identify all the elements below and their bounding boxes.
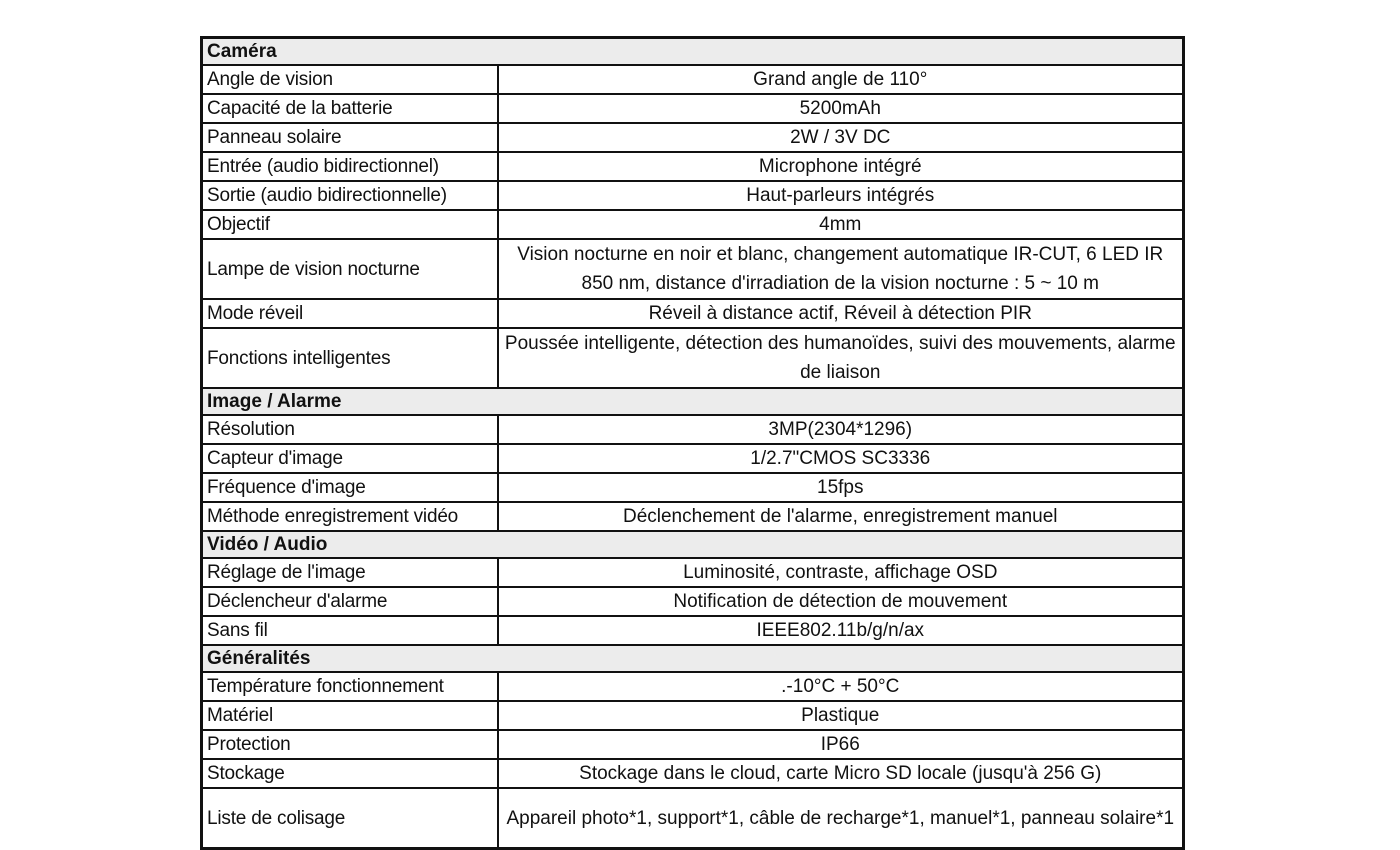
spec-value: Poussée intelligente, détection des humanoïdes, suivi des mouvements, alarme de liaison (498, 328, 1184, 388)
table-row (202, 65, 1184, 94)
table-row (202, 558, 1184, 587)
spec-value: Microphone intégré (498, 152, 1184, 181)
spec-label: Lampe de vision nocturne (202, 239, 498, 299)
spec-value: 4mm (498, 210, 1184, 239)
table-row (202, 152, 1184, 181)
spec-label: Déclencheur d'alarme (202, 587, 498, 616)
spec-value: Appareil photo*1, support*1, câble de recharge*1, manuel*1, panneau solaire*1 (498, 788, 1184, 849)
spec-value: 3MP(2304*1296) (498, 415, 1184, 444)
section-title: Image / Alarme (202, 388, 1184, 415)
spec-label: Entrée (audio bidirectionnel) (202, 152, 498, 181)
spec-label: Méthode enregistrement vidéo (202, 502, 498, 531)
spec-label: Température fonctionnement (202, 672, 498, 701)
section-header-camera (202, 38, 1184, 66)
table-row (202, 616, 1184, 645)
spec-value: Grand angle de 110° (498, 65, 1184, 94)
spec-value: Vision nocturne en noir et blanc, changement automatique IR-CUT, 6 LED IR 850 nm, distance d'irradiation de la vision nocturne : 5 ~ 10 m (498, 239, 1184, 299)
spec-label: Résolution (202, 415, 498, 444)
table-row (202, 210, 1184, 239)
spec-value: Notification de détection de mouvement (498, 587, 1184, 616)
spec-value: 15fps (498, 473, 1184, 502)
spec-value: IEEE802.11b/g/n/ax (498, 616, 1184, 645)
table-row (202, 473, 1184, 502)
table-row (202, 788, 1184, 849)
table-row (202, 502, 1184, 531)
table-row (202, 730, 1184, 759)
spec-label: Objectif (202, 210, 498, 239)
spec-label: Matériel (202, 701, 498, 730)
spec-value: Haut-parleurs intégrés (498, 181, 1184, 210)
table-row (202, 94, 1184, 123)
section-title: Caméra (202, 38, 1184, 66)
spec-value: IP66 (498, 730, 1184, 759)
spec-value: 5200mAh (498, 94, 1184, 123)
spec-value: Déclenchement de l'alarme, enregistrement manuel (498, 502, 1184, 531)
table-row (202, 181, 1184, 210)
spec-value: Luminosité, contraste, affichage OSD (498, 558, 1184, 587)
spec-label: Capacité de la batterie (202, 94, 498, 123)
spec-value: Plastique (498, 701, 1184, 730)
table-row (202, 415, 1184, 444)
section-header-generalites (202, 645, 1184, 672)
section-header-video-audio (202, 531, 1184, 558)
section-header-image-alarme (202, 388, 1184, 415)
spec-label: Sans fil (202, 616, 498, 645)
table-row (202, 299, 1184, 328)
spec-label: Protection (202, 730, 498, 759)
table-row (202, 672, 1184, 701)
table-row (202, 123, 1184, 152)
spec-label: Fonctions intelligentes (202, 328, 498, 388)
spec-label: Mode réveil (202, 299, 498, 328)
spec-label: Stockage (202, 759, 498, 788)
spec-table (200, 36, 1185, 850)
spec-value: 1/2.7"CMOS SC3336 (498, 444, 1184, 473)
table-row (202, 328, 1184, 388)
spec-label: Fréquence d'image (202, 473, 498, 502)
table-row (202, 587, 1184, 616)
table-row (202, 444, 1184, 473)
section-title: Vidéo / Audio (202, 531, 1184, 558)
spec-value: Réveil à distance actif, Réveil à détection PIR (498, 299, 1184, 328)
spec-value: .-10°C + 50°C (498, 672, 1184, 701)
spec-label: Capteur d'image (202, 444, 498, 473)
section-title: Généralités (202, 645, 1184, 672)
spec-value: 2W / 3V DC (498, 123, 1184, 152)
spec-label: Liste de colisage (202, 788, 498, 849)
spec-label: Sortie (audio bidirectionnelle) (202, 181, 498, 210)
table-row (202, 759, 1184, 788)
table-row (202, 239, 1184, 299)
spec-value: Stockage dans le cloud, carte Micro SD locale (jusqu'à 256 G) (498, 759, 1184, 788)
spec-label: Panneau solaire (202, 123, 498, 152)
spec-label: Réglage de l'image (202, 558, 498, 587)
spec-label: Angle de vision (202, 65, 498, 94)
table-row (202, 701, 1184, 730)
